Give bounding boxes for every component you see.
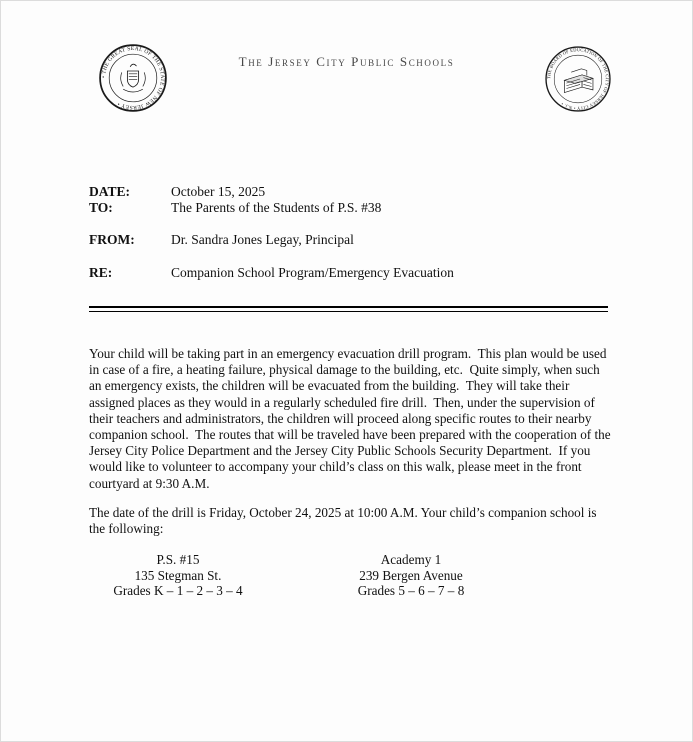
memo-row-to bbox=[89, 200, 622, 216]
memo-value-date: October 15, 2025 bbox=[171, 184, 266, 199]
memo-row-date bbox=[89, 184, 622, 200]
school-name: P.S. #15 bbox=[156, 552, 200, 567]
board-of-education-seal-icon bbox=[544, 45, 612, 113]
memo-value-from: Dr. Sandra Jones Legay, Principal bbox=[171, 232, 354, 247]
school-address: 239 Bergen Avenue bbox=[359, 567, 463, 583]
memo-label-from: FROM: bbox=[89, 232, 135, 247]
companion-schools bbox=[1, 552, 692, 612]
memo-row-re bbox=[89, 265, 622, 281]
memo-value-to: The Parents of the Students of P.S. #38 bbox=[171, 199, 382, 215]
body-paragraph-2: The date of the drill is Friday, October 24, 2025 at 10:00 A.M. Your child’s companion school is the following: bbox=[89, 505, 600, 537]
seal-ring-text: • THE GREAT SEAL OF THE STATE OF NEW JERSEY • bbox=[100, 45, 166, 111]
memo-label-date: DATE: bbox=[89, 184, 131, 199]
school-name: Academy 1 bbox=[380, 552, 442, 567]
body-paragraph-1: Your child will be taking part in an emergency evacuation drill program. This plan would be used in case of a fire, a heating failure, physical damage to the building, etc. Quite simply, when such an emergency exists, the children will be evacuated from the building. They will take their assigned places as they would in a regularly scheduled fire drill. Then, under the supervision of their teachers and administrators, the children will proceed along specific routes to their nearby companion school. The routes that will be traveled have been prepared with the cooperation of the Jersey City Police Department and the Jersey City Public Schools Security Department. If you would like to volunteer to accompany your child’s class on this walk, please meet in the front courtyard at 9:30 A.M. bbox=[89, 346, 614, 491]
memo-header bbox=[89, 184, 622, 280]
memo-value-re: Companion School Program/Emergency Evacuation bbox=[171, 264, 454, 280]
school-column-left bbox=[89, 552, 267, 599]
memo-label-re: RE: bbox=[89, 264, 113, 280]
seal-ring-text: THE BOARD OF EDUCATION OF THE CITY OF JERSEY CITY • N.J. • bbox=[546, 47, 610, 111]
district-title: The Jersey City Public Schools bbox=[238, 54, 455, 69]
memo-label-to: TO: bbox=[89, 199, 113, 215]
school-address: 135 Stegman St. bbox=[134, 567, 222, 583]
school-grades: Grades 5 – 6 – 7 – 8 bbox=[357, 583, 465, 598]
school-column-right bbox=[326, 552, 496, 599]
school-grades: Grades K – 1 – 2 – 3 – 4 bbox=[113, 583, 243, 598]
school-building-emblem bbox=[564, 69, 593, 93]
memo-row-from bbox=[89, 232, 622, 248]
divider-rule bbox=[89, 306, 608, 312]
